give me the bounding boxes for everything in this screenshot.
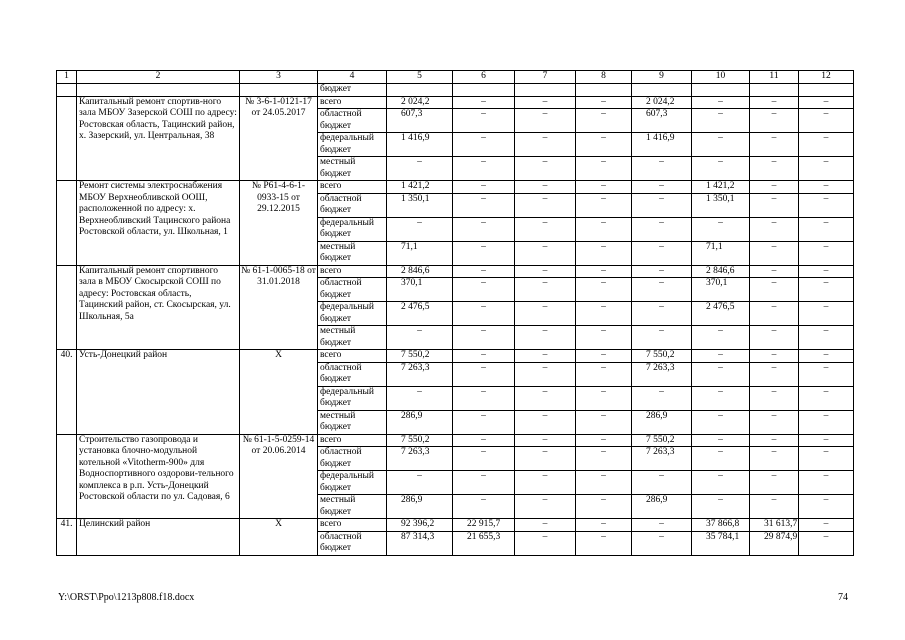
- header-cell: 9: [632, 71, 692, 84]
- cell-empty: [692, 84, 750, 97]
- budget-source-cell: федеральный бюджет: [318, 133, 387, 157]
- value-cell: –: [632, 217, 692, 241]
- value-cell: –: [750, 495, 799, 519]
- value-cell: 2 024,2: [387, 96, 453, 109]
- row-number-cell: 41.: [57, 519, 77, 556]
- value-cell: –: [515, 531, 576, 555]
- value-cell: –: [692, 350, 750, 363]
- value-cell: 370,1: [692, 278, 750, 302]
- value-cell: –: [576, 495, 632, 519]
- value-cell: –: [387, 386, 453, 410]
- value-cell: –: [576, 447, 632, 471]
- document-number-cell: № 3-6-1-0121-17 от 24.05.2017: [240, 96, 318, 181]
- value-cell: –: [576, 278, 632, 302]
- value-cell: 35 784,1: [692, 531, 750, 555]
- value-cell: –: [576, 326, 632, 350]
- value-cell: 7 550,2: [632, 350, 692, 363]
- value-cell: –: [632, 181, 692, 194]
- header-cell: 10: [692, 71, 750, 84]
- value-cell: 1 421,2: [692, 181, 750, 194]
- value-cell: –: [576, 217, 632, 241]
- value-cell: –: [453, 362, 515, 386]
- value-cell: –: [453, 447, 515, 471]
- value-cell: –: [750, 350, 799, 363]
- value-cell: –: [515, 133, 576, 157]
- value-cell: 286,9: [632, 495, 692, 519]
- value-cell: –: [692, 362, 750, 386]
- value-cell: 1 350,1: [692, 193, 750, 217]
- value-cell: 286,9: [387, 410, 453, 434]
- budget-source-cell: всего: [318, 519, 387, 532]
- value-cell: –: [799, 410, 854, 434]
- value-cell: –: [576, 181, 632, 194]
- value-cell: –: [453, 410, 515, 434]
- value-cell: –: [576, 133, 632, 157]
- value-cell: –: [692, 410, 750, 434]
- value-cell: –: [692, 447, 750, 471]
- budget-source-cell: областной бюджет: [318, 531, 387, 555]
- object-name-cell: Усть-Донецкий район: [77, 350, 240, 435]
- value-cell: –: [632, 193, 692, 217]
- budget-source-cell: федеральный бюджет: [318, 302, 387, 326]
- object-name-cell: Капитальный ремонт спортивного зала в МБОУ Скосырской СОШ по адресу: Ростовская область, Тацинский район, ст. Скосырская, ул. Школьная, 5а: [77, 265, 240, 350]
- value-cell: –: [799, 133, 854, 157]
- value-cell: 21 655,3: [453, 531, 515, 555]
- header-cell: 2: [77, 71, 240, 84]
- value-cell: –: [632, 241, 692, 265]
- value-cell: –: [632, 519, 692, 532]
- value-cell: –: [750, 265, 799, 278]
- object-name-cell: Строительство газопровода и установка блочно-модульной котельной «Vitotherm-900» для Водноспортивного оздорови-тельного комплекса в р.п. Усть-Донецкий Ростовской области по ул. Садовая, 6: [77, 434, 240, 519]
- cell-empty: [77, 84, 240, 97]
- value-cell: –: [515, 265, 576, 278]
- value-cell: 286,9: [632, 410, 692, 434]
- row-number-cell: [57, 265, 77, 350]
- value-cell: –: [799, 109, 854, 133]
- value-cell: –: [515, 217, 576, 241]
- value-cell: –: [453, 434, 515, 447]
- value-cell: –: [692, 471, 750, 495]
- value-cell: –: [750, 109, 799, 133]
- value-cell: 7 550,2: [387, 350, 453, 363]
- value-cell: –: [799, 265, 854, 278]
- table-row: [57, 519, 854, 532]
- value-cell: –: [692, 386, 750, 410]
- value-cell: –: [750, 326, 799, 350]
- value-cell: –: [453, 302, 515, 326]
- value-cell: –: [692, 434, 750, 447]
- value-cell: –: [750, 193, 799, 217]
- value-cell: –: [799, 386, 854, 410]
- value-cell: –: [576, 157, 632, 181]
- value-cell: –: [576, 410, 632, 434]
- value-cell: –: [692, 326, 750, 350]
- cell-empty: [57, 84, 77, 97]
- row-number-cell: [57, 181, 77, 266]
- value-cell: –: [515, 350, 576, 363]
- header-cell: 7: [515, 71, 576, 84]
- value-cell: –: [750, 241, 799, 265]
- document-number-cell: № 61-1-5-0259-14 от 20.06.2014: [240, 434, 318, 519]
- table-row: [57, 96, 854, 109]
- value-cell: –: [750, 434, 799, 447]
- value-cell: –: [515, 519, 576, 532]
- budget-source-cell: местный бюджет: [318, 410, 387, 434]
- value-cell: –: [453, 157, 515, 181]
- value-cell: –: [632, 265, 692, 278]
- value-cell: –: [750, 447, 799, 471]
- value-cell: 2 024,2: [632, 96, 692, 109]
- value-cell: –: [799, 193, 854, 217]
- value-cell: –: [799, 519, 854, 532]
- value-cell: –: [799, 362, 854, 386]
- value-cell: –: [453, 241, 515, 265]
- value-cell: 7 263,3: [387, 447, 453, 471]
- cell-empty: [799, 84, 854, 97]
- value-cell: 31 613,7: [750, 519, 799, 532]
- value-cell: –: [692, 157, 750, 181]
- value-cell: –: [515, 326, 576, 350]
- value-cell: –: [576, 531, 632, 555]
- value-cell: –: [750, 278, 799, 302]
- value-cell: –: [515, 495, 576, 519]
- object-name-cell: Капитальный ремонт спортив-ного зала МБОУ Зазерской СОШ по адресу: Ростовская область, Тацинский район, х. Зазерский, ул. Центральная, 38: [77, 96, 240, 181]
- header-cell: 4: [318, 71, 387, 84]
- value-cell: –: [453, 193, 515, 217]
- value-cell: –: [750, 362, 799, 386]
- budget-source-cell: местный бюджет: [318, 241, 387, 265]
- value-cell: 2 476,5: [692, 302, 750, 326]
- header-row: [57, 71, 854, 84]
- footer-file-path: Y:\ORST\Ppo\1213p808.f18.docx: [58, 592, 195, 603]
- row-number-cell: [57, 96, 77, 181]
- value-cell: 7 263,3: [387, 362, 453, 386]
- budget-source-cell: областной бюджет: [318, 362, 387, 386]
- object-name-cell: Целинский район: [77, 519, 240, 556]
- value-cell: –: [515, 386, 576, 410]
- value-cell: 607,3: [387, 109, 453, 133]
- value-cell: –: [799, 326, 854, 350]
- value-cell: 607,3: [632, 109, 692, 133]
- budget-source-cell: местный бюджет: [318, 157, 387, 181]
- value-cell: –: [750, 471, 799, 495]
- value-cell: –: [750, 386, 799, 410]
- budget-source-cell: всего: [318, 96, 387, 109]
- header-cell: 6: [453, 71, 515, 84]
- budget-source-cell: областной бюджет: [318, 193, 387, 217]
- value-cell: 1 416,9: [632, 133, 692, 157]
- value-cell: –: [576, 265, 632, 278]
- value-cell: 2 846,6: [387, 265, 453, 278]
- object-name-cell: Ремонт системы электроснабжения МБОУ Верхнеобливской ООШ, расположенной по адресу: х. Верхнеобливский Тацинского района Ростовской области, ул. Школьная, 1: [77, 181, 240, 266]
- value-cell: –: [750, 96, 799, 109]
- value-cell: –: [750, 302, 799, 326]
- value-cell: 2 846,6: [692, 265, 750, 278]
- table-row: [57, 181, 854, 194]
- value-cell: –: [453, 386, 515, 410]
- budget-source-cell: федеральный бюджет: [318, 217, 387, 241]
- budget-source-cell: всего: [318, 265, 387, 278]
- value-cell: 71,1: [692, 241, 750, 265]
- budget-source-cell: областной бюджет: [318, 447, 387, 471]
- header-cell: 3: [240, 71, 318, 84]
- value-cell: –: [632, 278, 692, 302]
- value-cell: –: [515, 241, 576, 265]
- cell-empty: [387, 84, 453, 97]
- cell-empty: [750, 84, 799, 97]
- budget-source-cell: всего: [318, 434, 387, 447]
- value-cell: –: [387, 217, 453, 241]
- value-cell: –: [515, 410, 576, 434]
- value-cell: –: [515, 471, 576, 495]
- value-cell: 286,9: [387, 495, 453, 519]
- value-cell: 370,1: [387, 278, 453, 302]
- value-cell: –: [387, 471, 453, 495]
- value-cell: –: [692, 109, 750, 133]
- cell-empty: [632, 84, 692, 97]
- value-cell: 1 350,1: [387, 193, 453, 217]
- cell-empty: [576, 84, 632, 97]
- value-cell: 71,1: [387, 241, 453, 265]
- value-cell: –: [453, 278, 515, 302]
- value-cell: –: [515, 96, 576, 109]
- value-cell: –: [799, 181, 854, 194]
- value-cell: –: [576, 350, 632, 363]
- value-cell: 1 421,2: [387, 181, 453, 194]
- value-cell: –: [632, 531, 692, 555]
- value-cell: –: [576, 96, 632, 109]
- value-cell: –: [799, 350, 854, 363]
- value-cell: –: [576, 386, 632, 410]
- value-cell: –: [799, 434, 854, 447]
- value-cell: –: [453, 471, 515, 495]
- value-cell: –: [576, 362, 632, 386]
- budget-source-cell: всего: [318, 181, 387, 194]
- budget-source-cell: областной бюджет: [318, 109, 387, 133]
- value-cell: –: [387, 157, 453, 181]
- value-cell: –: [387, 326, 453, 350]
- value-cell: –: [692, 217, 750, 241]
- table-body: [57, 71, 854, 556]
- header-cell: 8: [576, 71, 632, 84]
- value-cell: –: [750, 410, 799, 434]
- continuation-row: [57, 84, 854, 97]
- value-cell: –: [515, 362, 576, 386]
- value-cell: –: [515, 278, 576, 302]
- row-number-cell: [57, 434, 77, 519]
- value-cell: –: [632, 157, 692, 181]
- value-cell: 7 263,3: [632, 362, 692, 386]
- table-row: [57, 350, 854, 363]
- table-row: [57, 265, 854, 278]
- value-cell: –: [453, 326, 515, 350]
- value-cell: –: [750, 157, 799, 181]
- document-number-cell: Х: [240, 350, 318, 435]
- value-cell: –: [799, 157, 854, 181]
- value-cell: –: [453, 109, 515, 133]
- value-cell: 7 550,2: [632, 434, 692, 447]
- header-cell: 1: [57, 71, 77, 84]
- value-cell: 92 396,2: [387, 519, 453, 532]
- page-number: 74: [838, 592, 848, 603]
- document-number-cell: № 61-1-0065-18 от 31.01.2018: [240, 265, 318, 350]
- value-cell: –: [632, 302, 692, 326]
- budget-source-cell: местный бюджет: [318, 495, 387, 519]
- value-cell: –: [799, 302, 854, 326]
- value-cell: 2 476,5: [387, 302, 453, 326]
- cell-empty: [453, 84, 515, 97]
- document-number-cell: Х: [240, 519, 318, 556]
- value-cell: –: [576, 109, 632, 133]
- header-cell: 11: [750, 71, 799, 84]
- cell-empty: [240, 84, 318, 97]
- value-cell: –: [515, 302, 576, 326]
- header-cell: 12: [799, 71, 854, 84]
- value-cell: –: [515, 181, 576, 194]
- value-cell: –: [453, 133, 515, 157]
- value-cell: –: [576, 519, 632, 532]
- value-cell: –: [515, 157, 576, 181]
- budget-source-cell: федеральный бюджет: [318, 386, 387, 410]
- value-cell: –: [453, 96, 515, 109]
- value-cell: –: [632, 471, 692, 495]
- value-cell: –: [799, 495, 854, 519]
- value-cell: 7 263,3: [632, 447, 692, 471]
- value-cell: 29 874,9: [750, 531, 799, 555]
- value-cell: –: [632, 386, 692, 410]
- value-cell: –: [515, 447, 576, 471]
- value-cell: –: [750, 133, 799, 157]
- budget-table: [56, 70, 854, 556]
- value-cell: –: [453, 350, 515, 363]
- header-cell: 5: [387, 71, 453, 84]
- value-cell: –: [576, 471, 632, 495]
- value-cell: 22 915,7: [453, 519, 515, 532]
- row-number-cell: 40.: [57, 350, 77, 435]
- value-cell: 1 416,9: [387, 133, 453, 157]
- value-cell: –: [799, 447, 854, 471]
- value-cell: –: [515, 109, 576, 133]
- budget-source-cell: федеральный бюджет: [318, 471, 387, 495]
- budget-source-cell: бюджет: [318, 84, 387, 97]
- budget-source-cell: местный бюджет: [318, 326, 387, 350]
- value-cell: –: [515, 193, 576, 217]
- value-cell: –: [799, 241, 854, 265]
- table-row: [57, 434, 854, 447]
- value-cell: –: [799, 217, 854, 241]
- value-cell: 7 550,2: [387, 434, 453, 447]
- value-cell: –: [576, 434, 632, 447]
- value-cell: –: [692, 133, 750, 157]
- value-cell: –: [576, 241, 632, 265]
- value-cell: –: [515, 434, 576, 447]
- value-cell: –: [576, 193, 632, 217]
- value-cell: –: [750, 217, 799, 241]
- value-cell: –: [453, 495, 515, 519]
- cell-empty: [515, 84, 576, 97]
- value-cell: 87 314,3: [387, 531, 453, 555]
- value-cell: –: [799, 278, 854, 302]
- document-number-cell: № Р61-4-6-1-0933-15 от 29.12.2015: [240, 181, 318, 266]
- value-cell: –: [799, 96, 854, 109]
- value-cell: –: [692, 495, 750, 519]
- value-cell: –: [453, 217, 515, 241]
- value-cell: –: [692, 96, 750, 109]
- budget-source-cell: областной бюджет: [318, 278, 387, 302]
- value-cell: –: [750, 181, 799, 194]
- value-cell: –: [453, 181, 515, 194]
- value-cell: –: [453, 265, 515, 278]
- value-cell: –: [799, 471, 854, 495]
- value-cell: –: [576, 302, 632, 326]
- budget-source-cell: всего: [318, 350, 387, 363]
- value-cell: –: [799, 531, 854, 555]
- value-cell: 37 866,8: [692, 519, 750, 532]
- value-cell: –: [632, 326, 692, 350]
